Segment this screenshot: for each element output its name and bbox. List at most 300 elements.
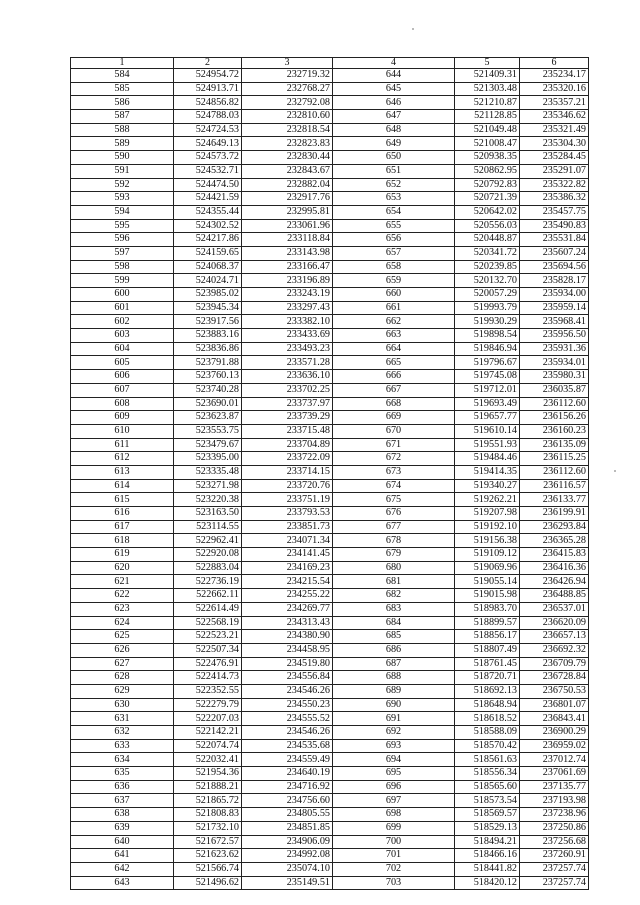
y-coordinate-cell: 235322.82: [520, 178, 589, 192]
y-coordinate-cell: 233382.10: [242, 315, 333, 329]
y-coordinate-cell: 235321.49: [520, 123, 589, 137]
point-number-cell: 607: [71, 383, 174, 397]
table-row: [71, 643, 589, 657]
header-row: [71, 58, 589, 69]
point-number-cell: 656: [333, 233, 455, 247]
x-coordinate-cell: 521210.87: [455, 96, 520, 110]
x-coordinate-cell: 518420.12: [455, 876, 520, 890]
x-coordinate-cell: 519745.08: [455, 370, 520, 384]
x-coordinate-cell: 522662.11: [174, 589, 242, 603]
point-number-cell: 637: [71, 794, 174, 808]
y-coordinate-cell: 236959.02: [520, 739, 589, 753]
point-number-cell: 652: [333, 178, 455, 192]
y-coordinate-cell: 236160.23: [520, 424, 589, 438]
point-number-cell: 591: [71, 164, 174, 178]
table-row: [71, 876, 589, 890]
x-coordinate-cell: 519693.49: [455, 397, 520, 411]
table-row: [71, 835, 589, 849]
y-coordinate-cell: 235968.41: [520, 315, 589, 329]
y-coordinate-cell: 235828.17: [520, 274, 589, 288]
table-row: [71, 862, 589, 876]
header-cell-1: 1: [71, 58, 174, 69]
table-row: [71, 465, 589, 479]
table-row: [71, 123, 589, 137]
point-number-cell: 599: [71, 274, 174, 288]
point-number-cell: 647: [333, 110, 455, 124]
x-coordinate-cell: 524954.72: [174, 69, 242, 83]
x-coordinate-cell: 524159.65: [174, 246, 242, 260]
y-coordinate-cell: 236199.91: [520, 507, 589, 521]
x-coordinate-cell: 518441.82: [455, 862, 520, 876]
x-coordinate-cell: 518570.42: [455, 739, 520, 753]
x-coordinate-cell: 520057.29: [455, 288, 520, 302]
x-coordinate-cell: 520448.87: [455, 233, 520, 247]
table-body: [71, 69, 589, 890]
y-coordinate-cell: 233722.09: [242, 452, 333, 466]
point-number-cell: 660: [333, 288, 455, 302]
x-coordinate-cell: 520938.35: [455, 151, 520, 165]
point-number-cell: 636: [71, 780, 174, 794]
y-coordinate-cell: 235956.50: [520, 329, 589, 343]
x-coordinate-cell: 524724.53: [174, 123, 242, 137]
y-coordinate-cell: 235074.10: [242, 862, 333, 876]
point-number-cell: 627: [71, 657, 174, 671]
point-number-cell: 694: [333, 753, 455, 767]
point-number-cell: 663: [333, 329, 455, 343]
table-row: [71, 821, 589, 835]
x-coordinate-cell: 523690.01: [174, 397, 242, 411]
y-coordinate-cell: 234992.08: [242, 849, 333, 863]
y-coordinate-cell: 233118.84: [242, 233, 333, 247]
x-coordinate-cell: 518565.60: [455, 780, 520, 794]
y-coordinate-cell: 234071.34: [242, 534, 333, 548]
point-number-cell: 626: [71, 643, 174, 657]
x-coordinate-cell: 522207.03: [174, 712, 242, 726]
point-number-cell: 624: [71, 616, 174, 630]
x-coordinate-cell: 519551.93: [455, 438, 520, 452]
point-number-cell: 641: [71, 849, 174, 863]
x-coordinate-cell: 519796.67: [455, 356, 520, 370]
y-coordinate-cell: 235386.32: [520, 192, 589, 206]
table-row: [71, 315, 589, 329]
y-coordinate-cell: 233851.73: [242, 520, 333, 534]
x-coordinate-cell: 522568.19: [174, 616, 242, 630]
x-coordinate-cell: 522074.74: [174, 739, 242, 753]
x-coordinate-cell: 523395.00: [174, 452, 242, 466]
y-coordinate-cell: 234535.68: [242, 739, 333, 753]
point-number-cell: 634: [71, 753, 174, 767]
point-number-cell: 677: [333, 520, 455, 534]
point-number-cell: 621: [71, 575, 174, 589]
y-coordinate-cell: 236620.09: [520, 616, 589, 630]
x-coordinate-cell: 520721.39: [455, 192, 520, 206]
point-number-cell: 623: [71, 602, 174, 616]
y-coordinate-cell: 234546.26: [242, 726, 333, 740]
point-number-cell: 650: [333, 151, 455, 165]
x-coordinate-cell: 523945.34: [174, 301, 242, 315]
point-number-cell: 689: [333, 684, 455, 698]
x-coordinate-cell: 522414.73: [174, 671, 242, 685]
point-number-cell: 693: [333, 739, 455, 753]
y-coordinate-cell: 233166.47: [242, 260, 333, 274]
y-coordinate-cell: 235304.30: [520, 137, 589, 151]
point-number-cell: 635: [71, 767, 174, 781]
point-number-cell: 597: [71, 246, 174, 260]
scan-speck: [614, 470, 616, 472]
y-coordinate-cell: 234269.77: [242, 602, 333, 616]
point-number-cell: 699: [333, 821, 455, 835]
y-coordinate-cell: 232882.04: [242, 178, 333, 192]
y-coordinate-cell: 236750.53: [520, 684, 589, 698]
y-coordinate-cell: 234313.43: [242, 616, 333, 630]
x-coordinate-cell: 518466.16: [455, 849, 520, 863]
point-number-cell: 603: [71, 329, 174, 343]
x-coordinate-cell: 519610.14: [455, 424, 520, 438]
x-coordinate-cell: 518983.70: [455, 602, 520, 616]
x-coordinate-cell: 520239.85: [455, 260, 520, 274]
scan-speck: [412, 28, 414, 30]
x-coordinate-cell: 523271.98: [174, 479, 242, 493]
table-row: [71, 602, 589, 616]
y-coordinate-cell: 236133.77: [520, 493, 589, 507]
x-coordinate-cell: 518692.13: [455, 684, 520, 698]
x-coordinate-cell: 524573.72: [174, 151, 242, 165]
point-number-cell: 696: [333, 780, 455, 794]
point-number-cell: 654: [333, 205, 455, 219]
y-coordinate-cell: 236843.41: [520, 712, 589, 726]
y-coordinate-cell: 234380.90: [242, 630, 333, 644]
point-number-cell: 594: [71, 205, 174, 219]
point-number-cell: 619: [71, 548, 174, 562]
table-row: [71, 246, 589, 260]
table-row: [71, 589, 589, 603]
x-coordinate-cell: 521049.48: [455, 123, 520, 137]
point-number-cell: 673: [333, 465, 455, 479]
x-coordinate-cell: 519262.21: [455, 493, 520, 507]
point-number-cell: 686: [333, 643, 455, 657]
table-row: [71, 69, 589, 83]
point-number-cell: 649: [333, 137, 455, 151]
x-coordinate-cell: 522476.91: [174, 657, 242, 671]
table-row: [71, 684, 589, 698]
x-coordinate-cell: 519993.79: [455, 301, 520, 315]
y-coordinate-cell: 237256.68: [520, 835, 589, 849]
x-coordinate-cell: 524474.50: [174, 178, 242, 192]
point-number-cell: 612: [71, 452, 174, 466]
point-number-cell: 615: [71, 493, 174, 507]
point-number-cell: 680: [333, 561, 455, 575]
point-number-cell: 666: [333, 370, 455, 384]
x-coordinate-cell: 518494.21: [455, 835, 520, 849]
y-coordinate-cell: 233720.76: [242, 479, 333, 493]
x-coordinate-cell: 523985.02: [174, 288, 242, 302]
y-coordinate-cell: 235291.07: [520, 164, 589, 178]
y-coordinate-cell: 236692.32: [520, 643, 589, 657]
x-coordinate-cell: 521303.48: [455, 82, 520, 96]
point-number-cell: 600: [71, 288, 174, 302]
y-coordinate-cell: 235357.21: [520, 96, 589, 110]
x-coordinate-cell: 522352.55: [174, 684, 242, 698]
x-coordinate-cell: 518573.54: [455, 794, 520, 808]
x-coordinate-cell: 524532.71: [174, 164, 242, 178]
point-number-cell: 659: [333, 274, 455, 288]
y-coordinate-cell: 234906.09: [242, 835, 333, 849]
point-number-cell: 630: [71, 698, 174, 712]
point-number-cell: 674: [333, 479, 455, 493]
y-coordinate-cell: 237260.91: [520, 849, 589, 863]
point-number-cell: 628: [71, 671, 174, 685]
table-row: [71, 219, 589, 233]
y-coordinate-cell: 235346.62: [520, 110, 589, 124]
y-coordinate-cell: 236365.28: [520, 534, 589, 548]
y-coordinate-cell: 233704.89: [242, 438, 333, 452]
point-number-cell: 700: [333, 835, 455, 849]
y-coordinate-cell: 235980.31: [520, 370, 589, 384]
x-coordinate-cell: 524649.13: [174, 137, 242, 151]
table-row: [71, 192, 589, 206]
y-coordinate-cell: 236488.85: [520, 589, 589, 603]
y-coordinate-cell: 236112.60: [520, 397, 589, 411]
table-row: [71, 205, 589, 219]
x-coordinate-cell: 519055.14: [455, 575, 520, 589]
y-coordinate-cell: 236293.84: [520, 520, 589, 534]
y-coordinate-cell: 233793.53: [242, 507, 333, 521]
point-number-cell: 702: [333, 862, 455, 876]
y-coordinate-cell: 235234.17: [520, 69, 589, 83]
x-coordinate-cell: 519207.98: [455, 507, 520, 521]
table-row: [71, 288, 589, 302]
table-row: [71, 849, 589, 863]
x-coordinate-cell: 519712.01: [455, 383, 520, 397]
point-number-cell: 584: [71, 69, 174, 83]
y-coordinate-cell: 236728.84: [520, 671, 589, 685]
header-cell-4: 4: [333, 58, 455, 69]
x-coordinate-cell: 519340.27: [455, 479, 520, 493]
y-coordinate-cell: 235149.51: [242, 876, 333, 890]
x-coordinate-cell: 522614.49: [174, 602, 242, 616]
x-coordinate-cell: 519109.12: [455, 548, 520, 562]
x-coordinate-cell: 518561.63: [455, 753, 520, 767]
point-number-cell: 698: [333, 808, 455, 822]
y-coordinate-cell: 236116.57: [520, 479, 589, 493]
table-row: [71, 808, 589, 822]
point-number-cell: 657: [333, 246, 455, 260]
y-coordinate-cell: 236537.01: [520, 602, 589, 616]
table-row: [71, 575, 589, 589]
y-coordinate-cell: 237135.77: [520, 780, 589, 794]
y-coordinate-cell: 237193.98: [520, 794, 589, 808]
y-coordinate-cell: 233636.10: [242, 370, 333, 384]
y-coordinate-cell: 233243.19: [242, 288, 333, 302]
point-number-cell: 625: [71, 630, 174, 644]
table-row: [71, 233, 589, 247]
point-number-cell: 631: [71, 712, 174, 726]
y-coordinate-cell: 233737.97: [242, 397, 333, 411]
point-number-cell: 613: [71, 465, 174, 479]
y-coordinate-cell: 233433.69: [242, 329, 333, 343]
y-coordinate-cell: 234215.54: [242, 575, 333, 589]
point-number-cell: 633: [71, 739, 174, 753]
point-number-cell: 646: [333, 96, 455, 110]
point-number-cell: 587: [71, 110, 174, 124]
point-number-cell: 639: [71, 821, 174, 835]
table-row: [71, 411, 589, 425]
point-number-cell: 701: [333, 849, 455, 863]
y-coordinate-cell: 236801.07: [520, 698, 589, 712]
point-number-cell: 670: [333, 424, 455, 438]
x-coordinate-cell: 519657.77: [455, 411, 520, 425]
table-row: [71, 82, 589, 96]
x-coordinate-cell: 523335.48: [174, 465, 242, 479]
table-row: [71, 630, 589, 644]
x-coordinate-cell: 518807.49: [455, 643, 520, 657]
point-number-cell: 662: [333, 315, 455, 329]
x-coordinate-cell: 521623.62: [174, 849, 242, 863]
x-coordinate-cell: 519846.94: [455, 342, 520, 356]
y-coordinate-cell: 232995.81: [242, 205, 333, 219]
table-row: [71, 397, 589, 411]
y-coordinate-cell: 233196.89: [242, 274, 333, 288]
x-coordinate-cell: 518569.57: [455, 808, 520, 822]
table-row: [71, 438, 589, 452]
x-coordinate-cell: 523220.38: [174, 493, 242, 507]
y-coordinate-cell: 236657.13: [520, 630, 589, 644]
y-coordinate-cell: 235934.01: [520, 356, 589, 370]
x-coordinate-cell: 524788.03: [174, 110, 242, 124]
x-coordinate-cell: 523836.86: [174, 342, 242, 356]
x-coordinate-cell: 521888.21: [174, 780, 242, 794]
x-coordinate-cell: 519192.10: [455, 520, 520, 534]
point-number-cell: 661: [333, 301, 455, 315]
point-number-cell: 655: [333, 219, 455, 233]
x-coordinate-cell: 519069.96: [455, 561, 520, 575]
y-coordinate-cell: 235490.83: [520, 219, 589, 233]
table-row: [71, 671, 589, 685]
point-number-cell: 642: [71, 862, 174, 876]
table-row: [71, 780, 589, 794]
point-number-cell: 632: [71, 726, 174, 740]
point-number-cell: 601: [71, 301, 174, 315]
x-coordinate-cell: 521732.10: [174, 821, 242, 835]
y-coordinate-cell: 237238.96: [520, 808, 589, 822]
x-coordinate-cell: 523623.87: [174, 411, 242, 425]
point-number-cell: 614: [71, 479, 174, 493]
point-number-cell: 608: [71, 397, 174, 411]
x-coordinate-cell: 518720.71: [455, 671, 520, 685]
y-coordinate-cell: 236415.83: [520, 548, 589, 562]
y-coordinate-cell: 234141.45: [242, 548, 333, 562]
x-coordinate-cell: 518529.13: [455, 821, 520, 835]
header-cell-6: 6: [520, 58, 589, 69]
point-number-cell: 691: [333, 712, 455, 726]
y-coordinate-cell: 236115.25: [520, 452, 589, 466]
table-row: [71, 753, 589, 767]
y-coordinate-cell: 233715.48: [242, 424, 333, 438]
point-number-cell: 651: [333, 164, 455, 178]
table-row: [71, 260, 589, 274]
point-number-cell: 604: [71, 342, 174, 356]
point-number-cell: 588: [71, 123, 174, 137]
x-coordinate-cell: 523791.88: [174, 356, 242, 370]
table-row: [71, 424, 589, 438]
point-number-cell: 586: [71, 96, 174, 110]
x-coordinate-cell: 519930.29: [455, 315, 520, 329]
x-coordinate-cell: 522962.41: [174, 534, 242, 548]
x-coordinate-cell: 520341.72: [455, 246, 520, 260]
point-number-cell: 653: [333, 192, 455, 206]
y-coordinate-cell: 235931.36: [520, 342, 589, 356]
table-row: [71, 726, 589, 740]
x-coordinate-cell: 522032.41: [174, 753, 242, 767]
x-coordinate-cell: 521409.31: [455, 69, 520, 83]
y-coordinate-cell: 236112.60: [520, 465, 589, 479]
x-coordinate-cell: 523479.67: [174, 438, 242, 452]
y-coordinate-cell: 233714.15: [242, 465, 333, 479]
x-coordinate-cell: 523163.50: [174, 507, 242, 521]
x-coordinate-cell: 519484.46: [455, 452, 520, 466]
point-number-cell: 688: [333, 671, 455, 685]
table-row: [71, 383, 589, 397]
x-coordinate-cell: 524913.71: [174, 82, 242, 96]
table-row: [71, 301, 589, 315]
x-coordinate-cell: 524421.59: [174, 192, 242, 206]
y-coordinate-cell: 232719.32: [242, 69, 333, 83]
x-coordinate-cell: 520132.70: [455, 274, 520, 288]
table-row: [71, 493, 589, 507]
point-number-cell: 589: [71, 137, 174, 151]
x-coordinate-cell: 523740.28: [174, 383, 242, 397]
point-number-cell: 645: [333, 82, 455, 96]
y-coordinate-cell: 232792.08: [242, 96, 333, 110]
point-number-cell: 610: [71, 424, 174, 438]
point-number-cell: 643: [71, 876, 174, 890]
table-row: [71, 151, 589, 165]
x-coordinate-cell: 524302.52: [174, 219, 242, 233]
y-coordinate-cell: 233571.28: [242, 356, 333, 370]
y-coordinate-cell: 234255.22: [242, 589, 333, 603]
y-coordinate-cell: 234716.92: [242, 780, 333, 794]
y-coordinate-cell: 233143.98: [242, 246, 333, 260]
point-number-cell: 616: [71, 507, 174, 521]
table-row: [71, 616, 589, 630]
point-number-cell: 644: [333, 69, 455, 83]
y-coordinate-cell: 235320.16: [520, 82, 589, 96]
x-coordinate-cell: 524355.44: [174, 205, 242, 219]
point-number-cell: 697: [333, 794, 455, 808]
table-row: [71, 698, 589, 712]
point-number-cell: 590: [71, 151, 174, 165]
y-coordinate-cell: 233061.96: [242, 219, 333, 233]
y-coordinate-cell: 235959.14: [520, 301, 589, 315]
y-coordinate-cell: 237257.74: [520, 862, 589, 876]
table-row: [71, 794, 589, 808]
y-coordinate-cell: 232823.83: [242, 137, 333, 151]
point-number-cell: 669: [333, 411, 455, 425]
x-coordinate-cell: 520642.02: [455, 205, 520, 219]
y-coordinate-cell: 237012.74: [520, 753, 589, 767]
point-number-cell: 683: [333, 602, 455, 616]
x-coordinate-cell: 522883.04: [174, 561, 242, 575]
x-coordinate-cell: 520792.83: [455, 178, 520, 192]
x-coordinate-cell: 524068.37: [174, 260, 242, 274]
header-cell-3: 3: [242, 58, 333, 69]
x-coordinate-cell: 518648.94: [455, 698, 520, 712]
table-row: [71, 96, 589, 110]
x-coordinate-cell: 523917.56: [174, 315, 242, 329]
y-coordinate-cell: 232843.67: [242, 164, 333, 178]
point-number-cell: 682: [333, 589, 455, 603]
y-coordinate-cell: 235607.24: [520, 246, 589, 260]
